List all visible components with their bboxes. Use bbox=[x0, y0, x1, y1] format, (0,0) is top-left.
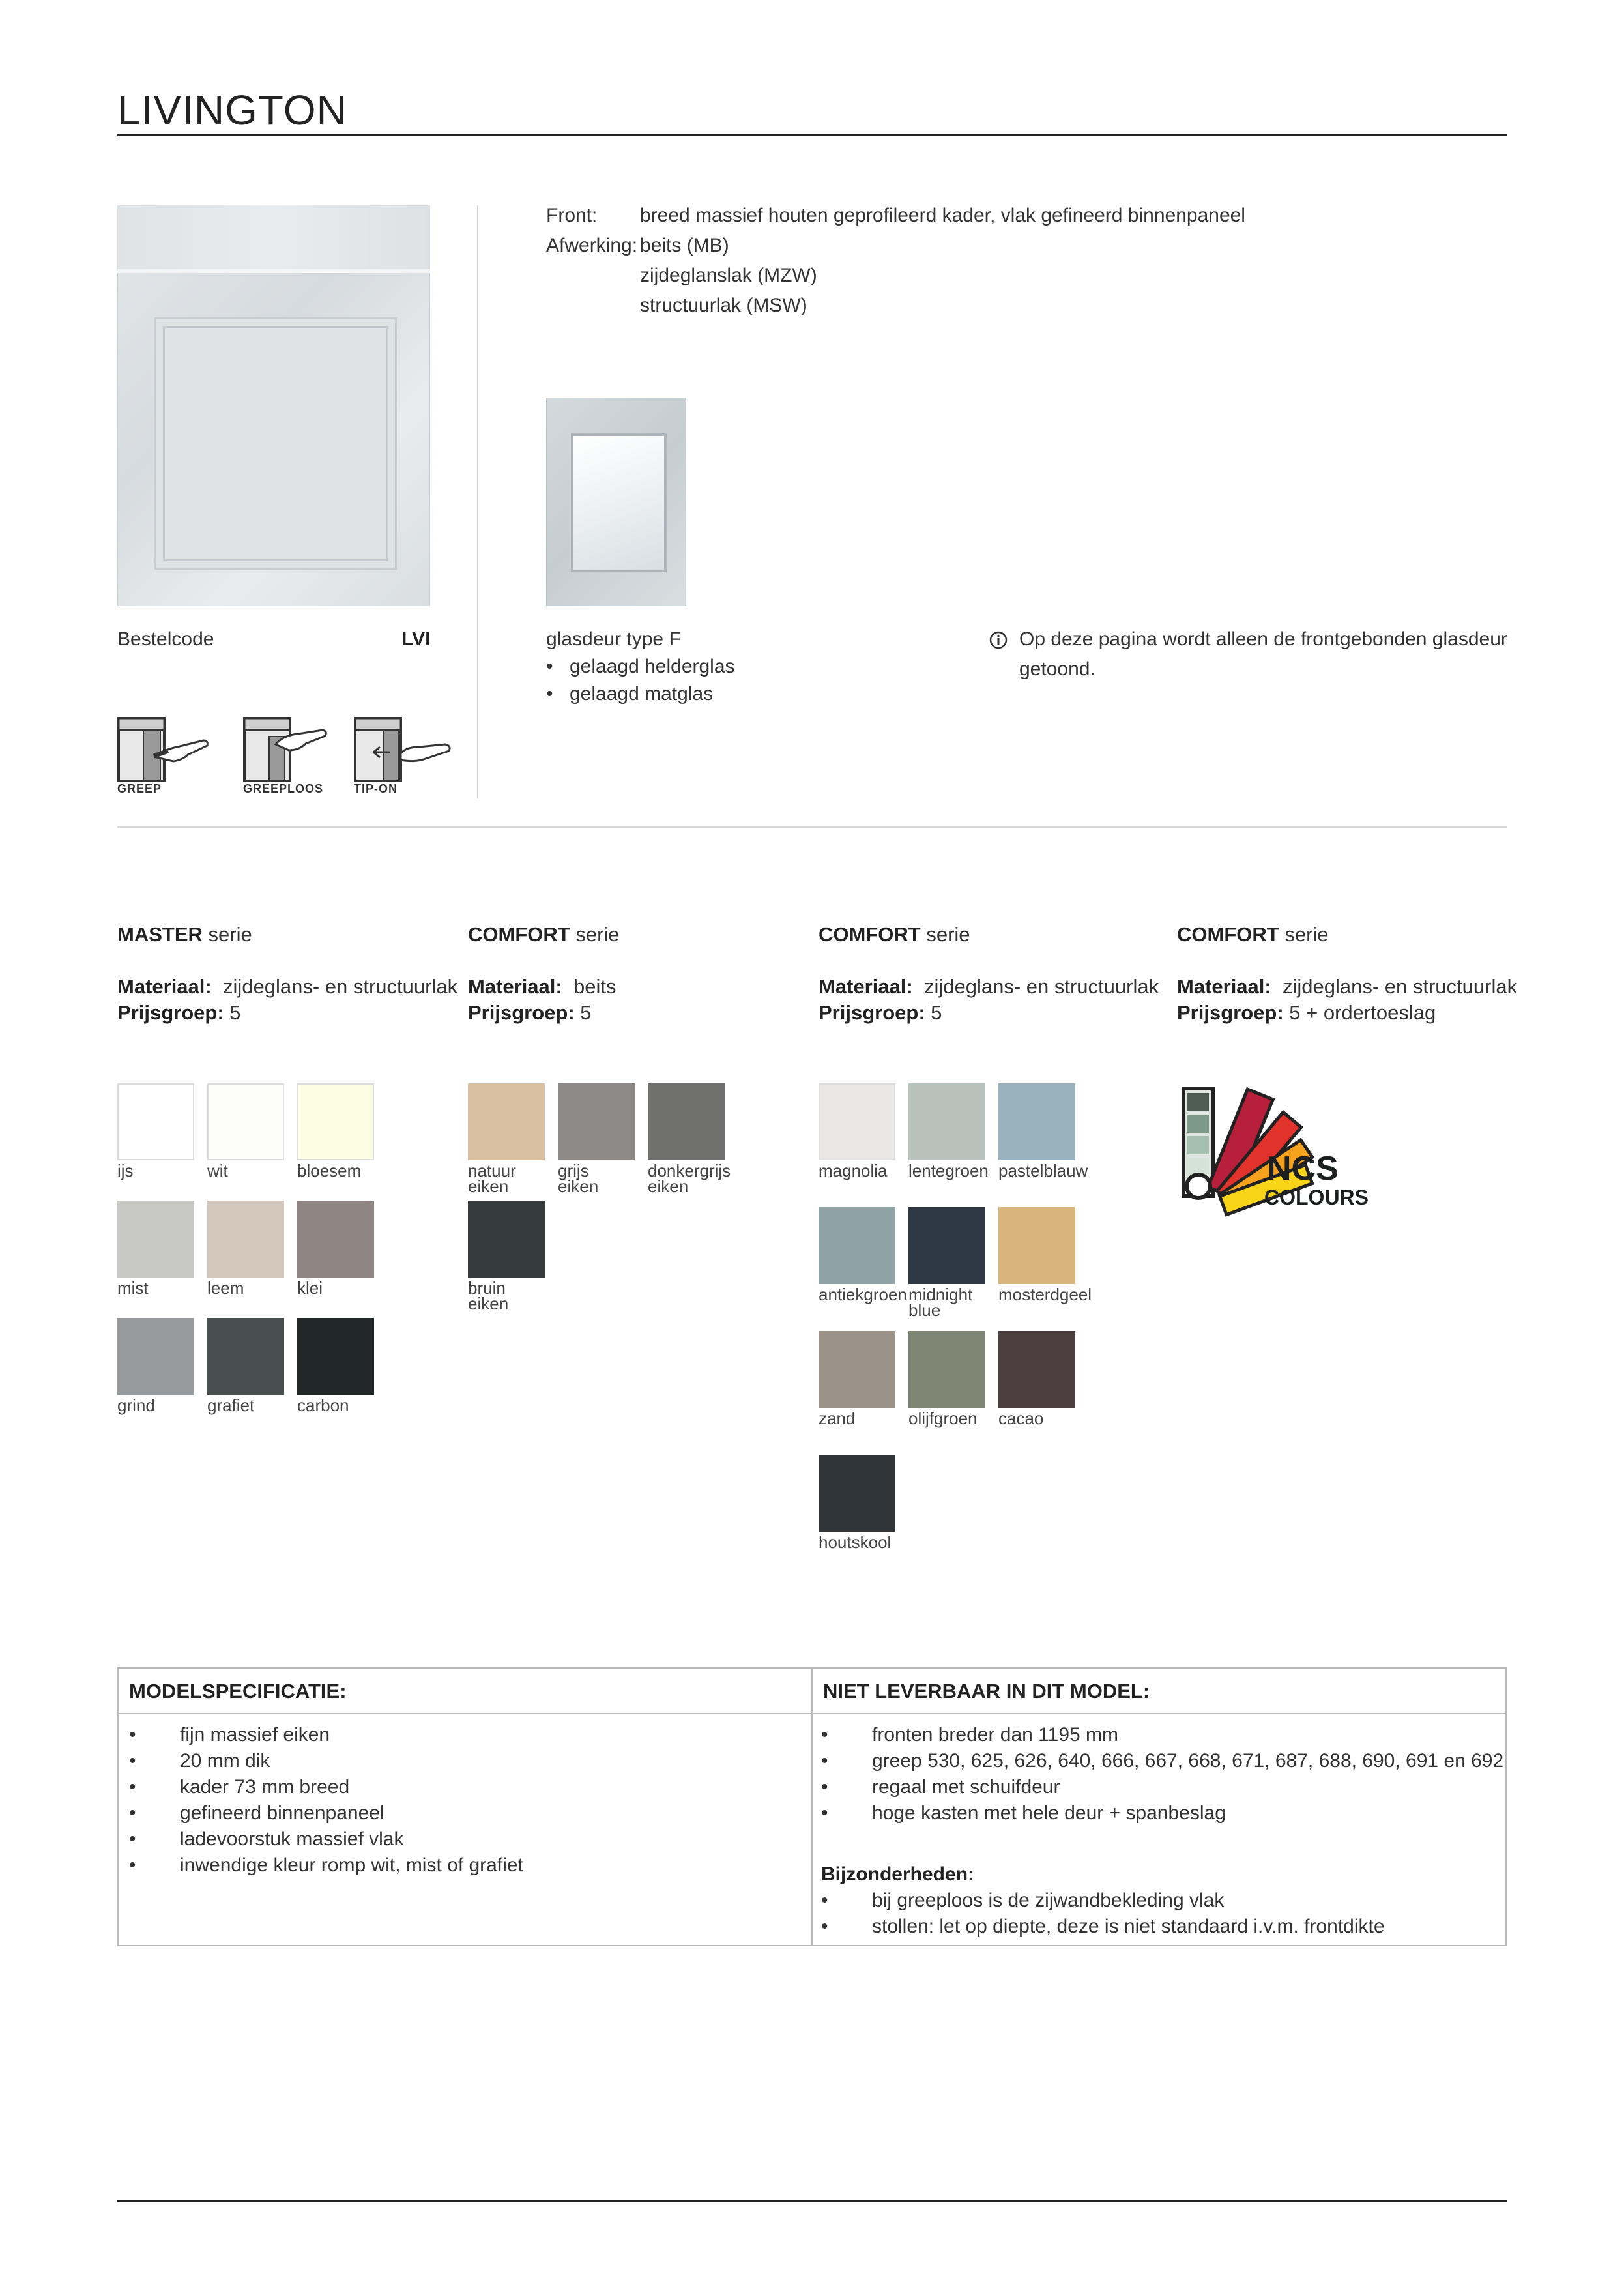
finish-label: Afwerking: bbox=[546, 235, 638, 256]
series-name: MASTER bbox=[117, 923, 203, 946]
material-value: zijdeglans- en structuurlak bbox=[923, 975, 1159, 998]
page-title: LIVINGTON bbox=[117, 87, 347, 134]
color-swatch-label: wit bbox=[207, 1161, 228, 1180]
series-material bbox=[819, 975, 1159, 999]
color-swatch-label: bruin eiken bbox=[468, 1278, 509, 1313]
color-swatch-label: grijs eiken bbox=[558, 1161, 599, 1196]
handle-caption: GREEP bbox=[117, 782, 162, 795]
price-value: 5 bbox=[931, 1001, 942, 1024]
price-value: 5 bbox=[580, 1001, 592, 1024]
glass-door-image bbox=[546, 398, 686, 606]
series-suffix: serie bbox=[1284, 923, 1329, 946]
material-label: Materiaal: bbox=[819, 975, 913, 998]
glass-bullet: • bbox=[546, 683, 553, 705]
color-swatch-label: lentegroen bbox=[908, 1161, 989, 1180]
series-name: COMFORT bbox=[1177, 923, 1279, 946]
ncs-logo-text: NCS bbox=[1267, 1150, 1339, 1188]
ncs-logo-subtext: COLOURS bbox=[1264, 1186, 1369, 1209]
glass-option: gelaagd matglas bbox=[570, 683, 714, 705]
color-swatch bbox=[207, 1083, 284, 1160]
series-suffix: serie bbox=[208, 923, 252, 946]
order-code: LVI bbox=[401, 628, 431, 650]
series-price bbox=[1177, 1001, 1436, 1025]
spec-left-header: MODELSPECIFICATIE: bbox=[119, 1669, 811, 1714]
footer-rule bbox=[117, 2200, 1507, 2202]
color-swatch bbox=[117, 1083, 194, 1160]
finish-option: zijdeglanslak (MZW) bbox=[640, 265, 817, 286]
color-swatch-label: olijfgroen bbox=[908, 1409, 978, 1428]
series-suffix: serie bbox=[575, 923, 620, 946]
section-separator bbox=[117, 826, 1507, 828]
price-label: Prijsgroep: bbox=[1177, 1001, 1284, 1024]
color-swatch-label: ijs bbox=[117, 1161, 134, 1180]
color-swatch bbox=[117, 1201, 194, 1278]
handle-caption: TIP-ON bbox=[354, 782, 398, 795]
tip-on-handle-icon bbox=[354, 717, 458, 789]
color-swatch bbox=[468, 1083, 545, 1160]
note-text: getoond. bbox=[1019, 658, 1095, 680]
finish-option: structuurlak (MSW) bbox=[640, 295, 807, 316]
glass-option: gelaagd helderglas bbox=[570, 656, 735, 677]
series-title bbox=[468, 923, 620, 946]
material-label: Materiaal: bbox=[1177, 975, 1271, 998]
price-label: Prijsgroep: bbox=[819, 1001, 925, 1024]
color-swatch-label: mosterdgeel bbox=[998, 1285, 1092, 1304]
series-material bbox=[1177, 975, 1517, 999]
glass-door-title: glasdeur type F bbox=[546, 628, 681, 650]
color-swatch bbox=[297, 1201, 374, 1278]
special-header: Bijzonderheden: bbox=[821, 1864, 975, 1885]
series-price bbox=[117, 1001, 241, 1025]
door-front-image bbox=[117, 205, 430, 606]
color-swatch bbox=[648, 1083, 725, 1160]
color-swatch bbox=[819, 1455, 895, 1532]
color-swatch-label: cacao bbox=[998, 1409, 1044, 1428]
spec-table: MODELSPECIFICATIE: NIET LEVERBAAR IN DIT MODEL: • fijn massief eiken • 20 mm dik • kader 73 mm breed • gefineerd binnenpaneel • ladevoorstuk massief vlak • inwendige kleur romp wit, mist of grafiet • fronten breder dan 1195 mm • greep 530, 625, 626, 640, 666, 667, 668, 671, 687, 688, 690, 691 en 692 • regaal met schuifdeur • hoge kasten met hele deur + spanbeslag Bijzonderheden: • bij greeploos is de zijwandbekleding vlak • stollen: let op diepte, deze is niet standaard i.v.m. frontdikte bbox=[117, 1667, 1507, 1946]
title-rule bbox=[117, 134, 1507, 136]
handle-caption: GREEPLOOS bbox=[243, 782, 324, 795]
series-price bbox=[819, 1001, 942, 1025]
material-label: Materiaal: bbox=[468, 975, 562, 998]
color-swatch bbox=[819, 1083, 895, 1160]
series-title bbox=[117, 923, 252, 946]
series-material bbox=[117, 975, 457, 999]
price-label: Prijsgroep: bbox=[117, 1001, 224, 1024]
color-swatch-label: bloesem bbox=[297, 1161, 362, 1180]
series-price bbox=[468, 1001, 592, 1025]
color-swatch bbox=[908, 1083, 985, 1160]
color-swatch bbox=[297, 1083, 374, 1160]
price-value: 5 + ordertoeslag bbox=[1289, 1001, 1436, 1024]
color-swatch bbox=[998, 1083, 1075, 1160]
color-swatch bbox=[998, 1331, 1075, 1408]
color-swatch-label: pastelblauw bbox=[998, 1161, 1088, 1180]
color-swatch-label: antiekgroen bbox=[819, 1285, 907, 1304]
color-swatch bbox=[908, 1207, 985, 1284]
color-swatch-label: grind bbox=[117, 1396, 155, 1415]
spec-right-header: NIET LEVERBAAR IN DIT MODEL: bbox=[813, 1669, 1505, 1714]
color-swatch bbox=[819, 1331, 895, 1408]
section-divider bbox=[477, 205, 478, 798]
color-swatch-label: klei bbox=[297, 1278, 323, 1298]
color-swatch-label: mist bbox=[117, 1278, 149, 1298]
front-label: Front: bbox=[546, 205, 598, 226]
series-name: COMFORT bbox=[819, 923, 921, 946]
series-title bbox=[819, 923, 970, 946]
series-name: COMFORT bbox=[468, 923, 570, 946]
color-swatch bbox=[468, 1201, 545, 1278]
series-material bbox=[468, 975, 616, 999]
greeploos-handle-icon bbox=[243, 717, 347, 789]
color-swatch-label: carbon bbox=[297, 1396, 349, 1415]
color-swatch bbox=[558, 1083, 635, 1160]
series-title bbox=[1177, 923, 1329, 946]
color-swatch-label: magnolia bbox=[819, 1161, 888, 1180]
price-label: Prijsgroep: bbox=[468, 1001, 575, 1024]
color-swatch bbox=[908, 1331, 985, 1408]
color-swatch-label: donkergrijs eiken bbox=[648, 1161, 731, 1196]
material-label: Materiaal: bbox=[117, 975, 212, 998]
note-text: Op deze pagina wordt alleen de frontgebonden glasdeur bbox=[1019, 628, 1507, 650]
color-swatch bbox=[297, 1318, 374, 1395]
price-value: 5 bbox=[229, 1001, 241, 1024]
color-swatch bbox=[998, 1207, 1075, 1284]
front-value: breed massief houten geprofileerd kader, vlak gefineerd binnenpaneel bbox=[640, 205, 1245, 226]
greep-handle-icon bbox=[117, 717, 222, 789]
color-swatch-label: houtskool bbox=[819, 1532, 892, 1552]
color-swatch-label: grafiet bbox=[207, 1396, 255, 1415]
finish-option: beits (MB) bbox=[640, 235, 729, 256]
material-value: beits bbox=[573, 975, 616, 998]
material-value: zijdeglans- en structuurlak bbox=[1282, 975, 1518, 998]
info-icon bbox=[989, 631, 1008, 649]
color-swatch-label: zand bbox=[819, 1409, 856, 1428]
ncs-colours-logo bbox=[1177, 1082, 1369, 1219]
color-swatch bbox=[117, 1318, 194, 1395]
color-swatch bbox=[207, 1318, 284, 1395]
color-swatch-label: leem bbox=[207, 1278, 244, 1298]
order-code-label: Bestelcode bbox=[117, 628, 214, 650]
color-swatch bbox=[207, 1201, 284, 1278]
series-suffix: serie bbox=[926, 923, 970, 946]
glass-bullet: • bbox=[546, 656, 553, 677]
material-value: zijdeglans- en structuurlak bbox=[222, 975, 458, 998]
color-swatch bbox=[819, 1207, 895, 1284]
color-swatch-label: midnight blue bbox=[908, 1285, 973, 1320]
color-swatch-label: natuur eiken bbox=[468, 1161, 516, 1196]
